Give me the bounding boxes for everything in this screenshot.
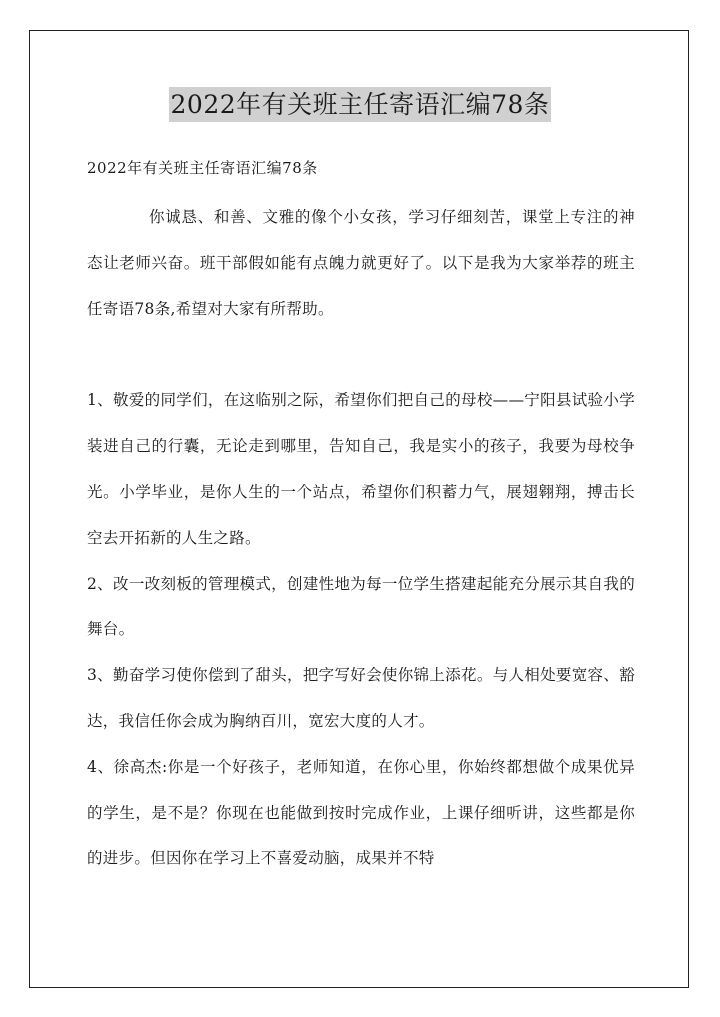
document-subtitle: 2022年有关班主任寄语汇编78条 [87, 159, 318, 177]
intro-paragraph: 你诚恳、和善、文雅的像个小女孩，学习仔细刻苦，课堂上专注的神态让老师兴奋。班干部假如能有点魄力就更好了。以下是我为大家举荐的班主任寄语78条,希望对大家有所帮助。 [87, 208, 635, 318]
document-body [87, 149, 635, 882]
document-title: 2022年有关班主任寄语汇编78条 [0, 86, 720, 122]
list-item: 2、改一改刻板的管理模式，创建性地为每一位学生搭建起能充分展示其自我的舞台。 [87, 574, 635, 639]
list-item: 1、敬爱的同学们，在这临别之际，希望你们把自己的母校——宁阳县试验小学装进自己的行囊，无论走到哪里，告知自己，我是实小的孩子，我要为母校争光。小学毕业，是你人生的一个站点，希望你们积蓄力气，展翅翱翔，搏击长空去开拓新的人生之路。 [87, 391, 635, 547]
paragraph-spacer [87, 332, 635, 378]
list-item: 4、徐高杰:你是一个好孩子，老师知道，在你心里，你始终都想做个成果优异的学生，是不是？你现在也能做到按时完成作业，上课仔细听讲，这些都是你的进步。但因你在学习上不喜爱动脑，成果并不特 [87, 757, 635, 868]
list-item: 3、勤奋学习使你偿到了甜头，把字写好会使你锦上添花。与人相处要宽容、豁达，我信任你会成为胸纳百川，宽宏大度的人才。 [87, 666, 635, 730]
